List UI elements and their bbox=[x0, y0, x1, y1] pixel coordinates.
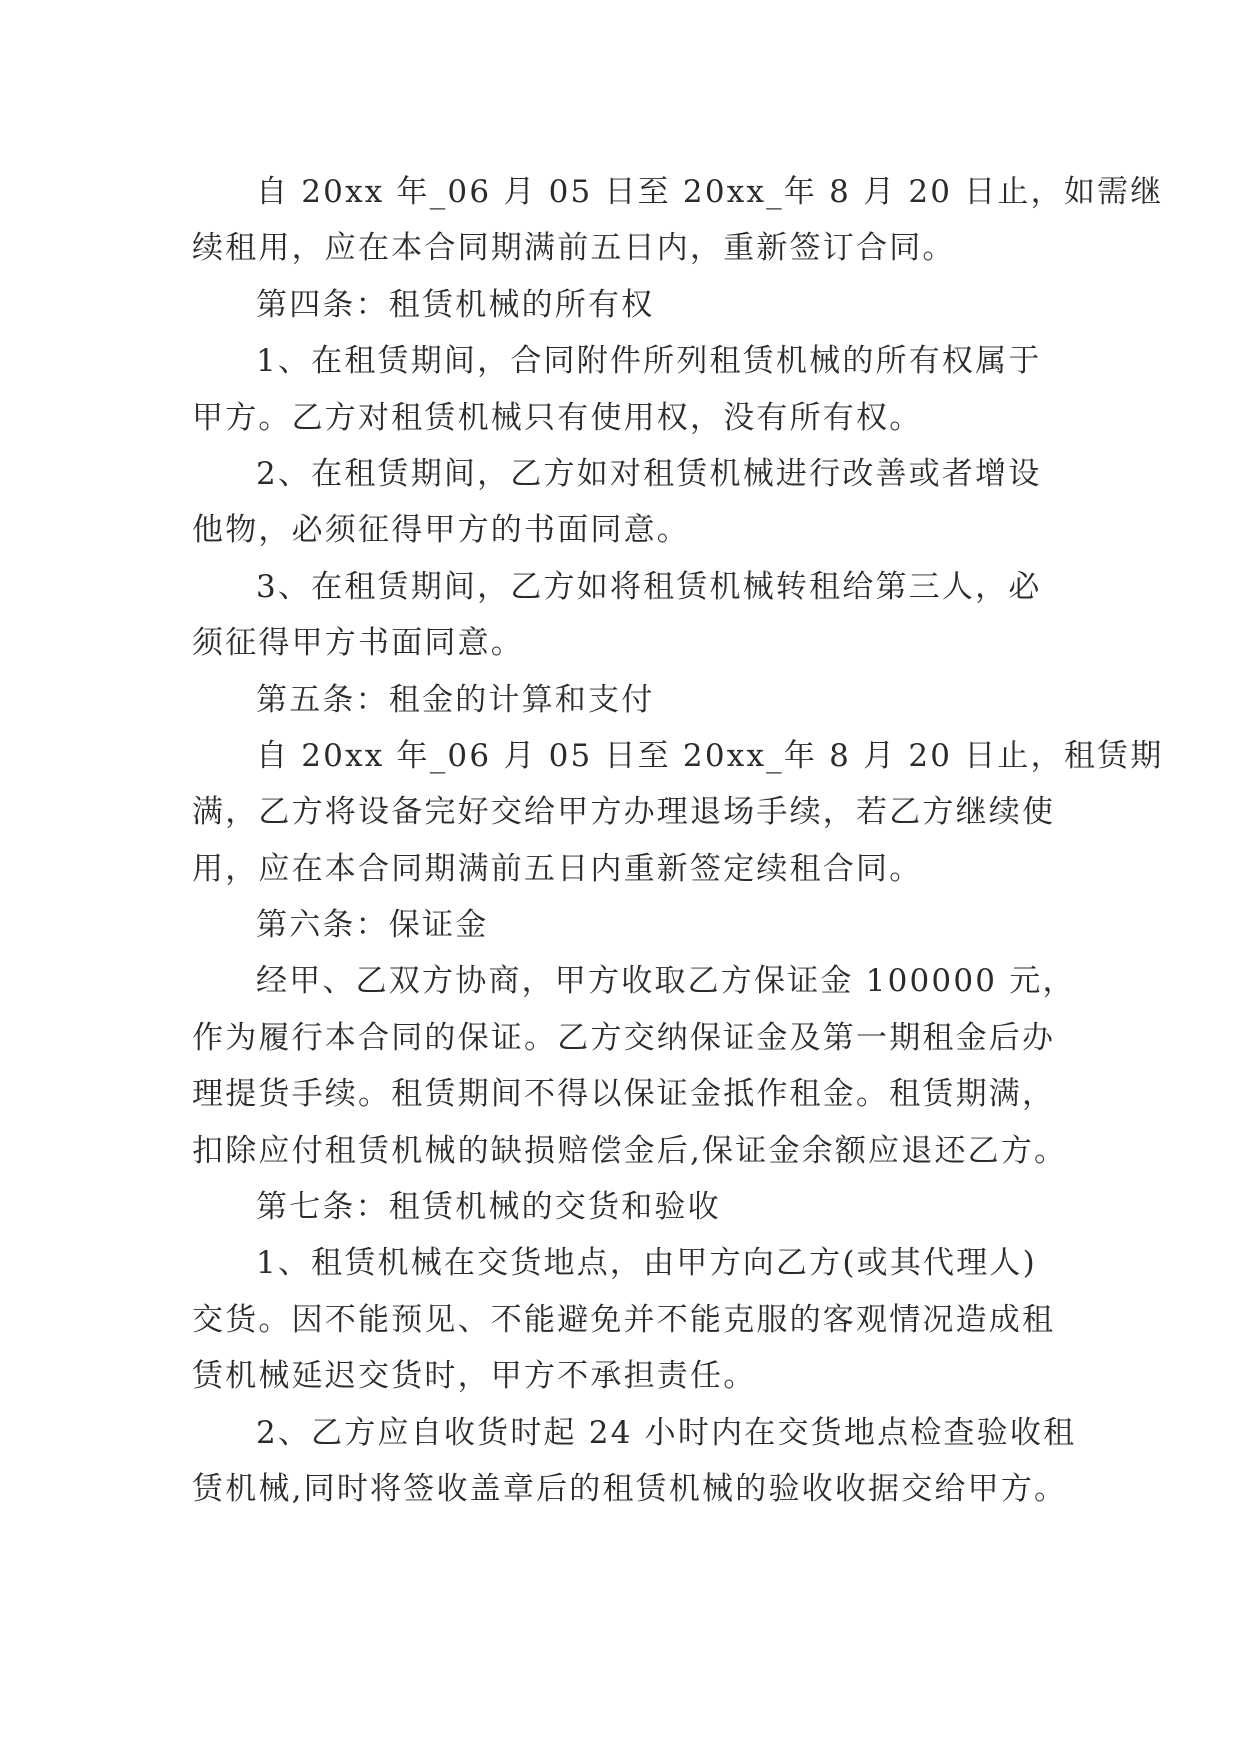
text-line: 2、在租赁期间，乙方如对租赁机械进行改善或者增设 bbox=[256, 455, 1042, 492]
section-heading-6: 第六条：保证金 bbox=[256, 907, 489, 944]
text-line: 2、乙方应自收货时起 24 小时内在交货地点检查验收租 bbox=[256, 1414, 1077, 1451]
text-line: 赁机械延迟交货时，甲方不承担责任。 bbox=[192, 1358, 757, 1395]
text-line: 理提货手续。租赁期间不得以保证金抵作租金。租赁期满， bbox=[192, 1076, 1056, 1113]
section-heading-4: 第四条：租赁机械的所有权 bbox=[256, 286, 655, 323]
text-line: 用，应在本合同期满前五日内重新签定续租合同。 bbox=[192, 850, 923, 887]
text-line: 交货。因不能预见、不能避免并不能克服的客观情况造成租 bbox=[192, 1301, 1056, 1338]
text-line: 续租用，应在本合同期满前五日内，重新签订合同。 bbox=[192, 230, 956, 267]
text-line: 甲方。乙方对租赁机械只有使用权，没有所有权。 bbox=[192, 399, 923, 436]
text-line: 赁机械,同时将签收盖章后的租赁机械的验收收据交给甲方。 bbox=[192, 1470, 1068, 1507]
text-line: 须征得甲方书面同意。 bbox=[192, 625, 524, 662]
text-line: 3、在租赁期间，乙方如将租赁机械转租给第三人，必 bbox=[256, 568, 1042, 605]
text-line: 1、在租赁期间，合同附件所列租赁机械的所有权属于 bbox=[256, 343, 1042, 380]
text-line: 经甲、乙双方协商，甲方收取乙方保证金 100000 元， bbox=[256, 963, 1076, 1000]
text-line: 自 20xx 年_06 月 05 日至 20xx_年 8 月 20 日止，如需继 bbox=[256, 174, 1164, 210]
section-heading-7: 第七条：租赁机械的交货和验收 bbox=[256, 1189, 721, 1226]
text-line: 扣除应付租赁机械的缺损赔偿金后,保证金余额应退还乙方。 bbox=[192, 1132, 1068, 1169]
text-line: 自 20xx 年_06 月 05 日至 20xx_年 8 月 20 日止，租赁期 bbox=[256, 737, 1164, 774]
section-heading-5: 第五条：租金的计算和支付 bbox=[256, 681, 655, 718]
text-line: 满，乙方将设备完好交给甲方办理退场手续，若乙方继续使 bbox=[192, 794, 1056, 831]
text-line: 他物，必须征得甲方的书面同意。 bbox=[192, 512, 690, 549]
text-line: 作为履行本合同的保证。乙方交纳保证金及第一期租金后办 bbox=[192, 1019, 1056, 1056]
text-line: 1、租赁机械在交货地点，由甲方向乙方(或其代理人) bbox=[256, 1245, 1037, 1282]
